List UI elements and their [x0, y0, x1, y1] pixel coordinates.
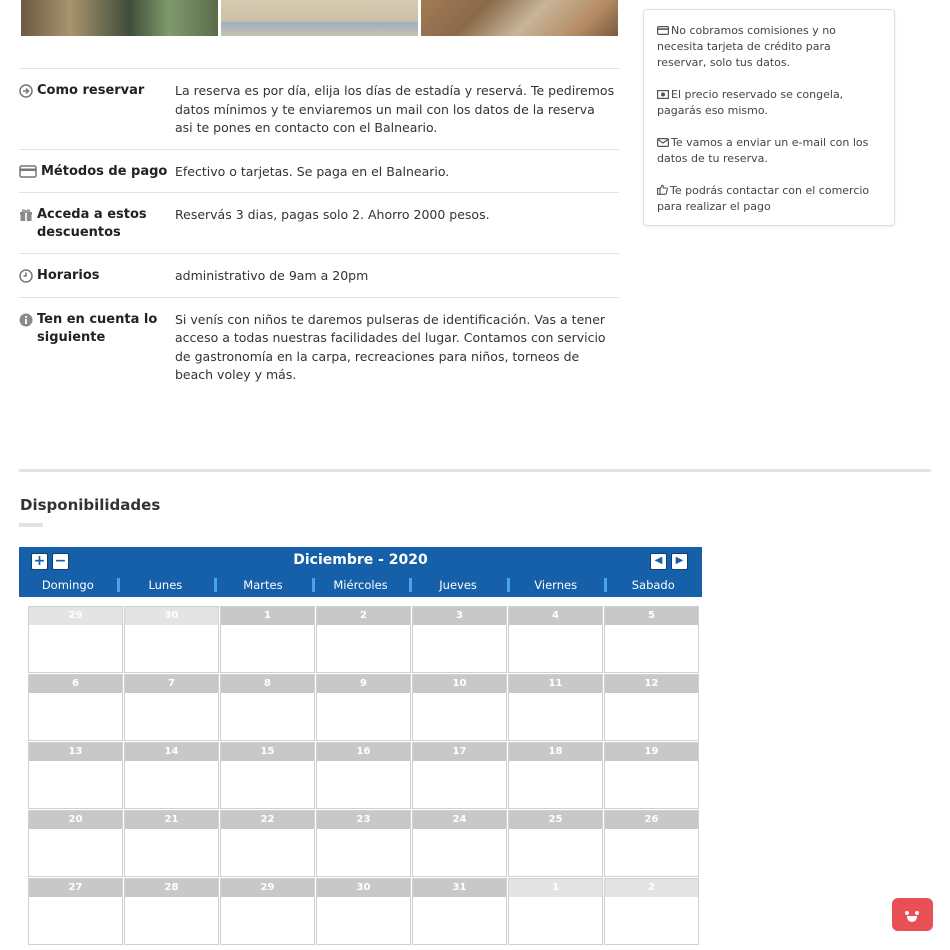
- credit-card-icon: [19, 165, 37, 179]
- calendar-day-number: 13: [29, 743, 122, 761]
- calendar-day-number: 25: [509, 811, 602, 829]
- calendar-day-cell[interactable]: [412, 606, 507, 673]
- weekday-label: Martes: [214, 577, 312, 594]
- calendar-day-cell[interactable]: [508, 878, 603, 945]
- calendar-day-number: 18: [509, 743, 602, 761]
- section-divider: [19, 469, 931, 472]
- gallery-photo[interactable]: [421, 0, 618, 36]
- calendar-day-cell[interactable]: [28, 674, 123, 741]
- calendar-day-cell[interactable]: [412, 742, 507, 809]
- info-value: administrativo de 9am a 20pm: [175, 268, 369, 283]
- info-table: [19, 68, 619, 396]
- chat-smile: [907, 916, 917, 922]
- benefit-item: No cobramos comisiones y no necesita tarjeta de crédito para reservar, solo tus datos.: [657, 24, 836, 69]
- chat-widget-button[interactable]: [892, 898, 933, 931]
- prev-month-button[interactable]: ◀: [650, 553, 667, 570]
- calendar-day-cell[interactable]: [604, 742, 699, 809]
- calendar-day-number: 27: [29, 879, 122, 897]
- zoom-out-button[interactable]: −: [52, 553, 69, 570]
- calendar-day-cell[interactable]: [28, 878, 123, 945]
- calendar-day-number: 24: [413, 811, 506, 829]
- calendar-day-cell[interactable]: [316, 810, 411, 877]
- weekday-header: [19, 577, 702, 594]
- calendar-header: [19, 547, 702, 597]
- photo-strip: [21, 0, 618, 36]
- info-value: Efectivo o tarjetas. Se paga en el Balneario.: [175, 163, 450, 179]
- calendar-day-number: 4: [509, 607, 602, 625]
- info-value: Si venís con niños te daremos pulseras de identificación. Vas a tener acceso a todas nuestras facilidades del lugar. Contamos con servicio de gastronomía en la carpa, recreaciones para niños, torneos de beach voley y más.: [175, 311, 606, 382]
- clock-icon: [19, 269, 33, 283]
- credit-card-icon: [657, 24, 671, 37]
- calendar-day-number: 12: [605, 675, 698, 693]
- info-label: Ten en cuenta lo siguiente: [37, 311, 158, 345]
- calendar-day-number: 2: [317, 607, 410, 625]
- calendar-day-number: 19: [605, 743, 698, 761]
- calendar-day-cell[interactable]: [220, 810, 315, 877]
- calendar-day-number: 15: [221, 743, 314, 761]
- gallery-photo[interactable]: [221, 0, 418, 36]
- thumbs-up-icon: [657, 184, 670, 197]
- calendar-month-title: Diciembre - 2020: [293, 552, 428, 568]
- calendar-day-cell[interactable]: [124, 878, 219, 945]
- info-value: Reservás 3 dias, pagas solo 2. Ahorro 2000 pesos.: [175, 207, 490, 222]
- calendar-day-cell[interactable]: [124, 810, 219, 877]
- calendar-day-cell[interactable]: [28, 606, 123, 673]
- calendar-day-number: 30: [125, 607, 218, 625]
- calendar-day-number: 29: [29, 607, 122, 625]
- calendar-day-number: 20: [29, 811, 122, 829]
- calendar-day-cell[interactable]: [508, 810, 603, 877]
- calendar-day-cell[interactable]: [508, 674, 603, 741]
- info-row-descuentos: [19, 193, 619, 254]
- calendar-day-number: 6: [29, 675, 122, 693]
- calendar-day-number: 2: [605, 879, 698, 897]
- zoom-in-button[interactable]: +: [31, 553, 48, 570]
- availability-calendar: [19, 547, 702, 945]
- calendar-day-cell[interactable]: [316, 878, 411, 945]
- calendar-day-number: 17: [413, 743, 506, 761]
- info-icon: [19, 313, 33, 327]
- calendar-day-cell[interactable]: [316, 674, 411, 741]
- calendar-day-number: 10: [413, 675, 506, 693]
- booking-benefits-box: [643, 9, 895, 226]
- calendar-day-number: 1: [509, 879, 602, 897]
- calendar-day-cell[interactable]: [412, 878, 507, 945]
- info-row-metodos-de-pago: [19, 150, 619, 194]
- calendar-day-number: 9: [317, 675, 410, 693]
- calendar-day-cell[interactable]: [220, 606, 315, 673]
- heading-underline: [19, 523, 43, 527]
- calendar-day-cell[interactable]: [508, 606, 603, 673]
- gift-icon: [19, 208, 33, 222]
- chat-eye: [915, 911, 919, 915]
- weekday-label: Domingo: [41, 578, 94, 592]
- benefit-item: El precio reservado se congela, pagarás eso mismo.: [657, 88, 844, 117]
- calendar-day-cell[interactable]: [412, 674, 507, 741]
- calendar-day-cell[interactable]: [604, 878, 699, 945]
- calendar-day-cell[interactable]: [220, 674, 315, 741]
- calendar-day-cell[interactable]: [28, 742, 123, 809]
- weekday-label: Lunes: [117, 577, 215, 594]
- calendar-day-cell[interactable]: [316, 742, 411, 809]
- info-label: Métodos de pago: [41, 163, 168, 179]
- next-month-button[interactable]: ▶: [671, 553, 688, 570]
- calendar-day-cell[interactable]: [604, 606, 699, 673]
- info-label: Horarios: [37, 268, 100, 283]
- weekday-label: Jueves: [409, 577, 507, 594]
- envelope-icon: [657, 136, 671, 149]
- calendar-day-number: 31: [413, 879, 506, 897]
- calendar-day-number: 22: [221, 811, 314, 829]
- info-row-ten-en-cuenta: [19, 298, 619, 396]
- calendar-day-number: 8: [221, 675, 314, 693]
- calendar-day-number: 1: [221, 607, 314, 625]
- calendar-day-number: 23: [317, 811, 410, 829]
- info-label: Como reservar: [37, 83, 145, 98]
- calendar-day-cell[interactable]: [124, 674, 219, 741]
- arrow-circle-icon: [19, 84, 33, 98]
- calendar-day-number: 28: [125, 879, 218, 897]
- calendar-day-cell[interactable]: [220, 742, 315, 809]
- info-row-horarios: [19, 254, 619, 298]
- calendar-day-number: 3: [413, 607, 506, 625]
- calendar-day-number: 21: [125, 811, 218, 829]
- calendar-day-number: 29: [221, 879, 314, 897]
- calendar-day-number: 16: [317, 743, 410, 761]
- calendar-day-number: 5: [605, 607, 698, 625]
- calendar-day-number: 14: [125, 743, 218, 761]
- calendar-day-number: 7: [125, 675, 218, 693]
- chat-eye: [905, 911, 909, 915]
- weekday-label: Viernes: [507, 577, 605, 594]
- calendar-day-cell[interactable]: [124, 606, 219, 673]
- weekday-label: Sabado: [604, 577, 702, 594]
- calendar-day-number: 11: [509, 675, 602, 693]
- calendar-day-cell[interactable]: [124, 742, 219, 809]
- info-label: Acceda a estos descuentos: [37, 207, 147, 240]
- info-value: La reserva es por día, elija los días de estadía y reservá. Te pediremos datos mínimos y te enviaremos un mail con los datos de la reserva asi te pones en contacto con el Balneario.: [175, 83, 615, 135]
- availability-heading: Disponibilidades: [20, 496, 161, 514]
- calendar-day-cell[interactable]: [220, 878, 315, 945]
- money-icon: [657, 88, 671, 101]
- calendar-day-cell[interactable]: [316, 606, 411, 673]
- calendar-day-cell[interactable]: [28, 810, 123, 877]
- calendar-day-cell[interactable]: [412, 810, 507, 877]
- info-row-como-reservar: [19, 69, 619, 150]
- benefit-item: Te podrás contactar con el comercio para realizar el pago: [657, 184, 870, 213]
- calendar-day-number: 30: [317, 879, 410, 897]
- calendar-day-cell[interactable]: [604, 810, 699, 877]
- benefit-item: Te vamos a enviar un e-mail con los datos de tu reserva.: [657, 136, 869, 165]
- weekday-label: Miércoles: [312, 577, 410, 594]
- calendar-day-cell[interactable]: [604, 674, 699, 741]
- gallery-photo[interactable]: [21, 0, 218, 36]
- calendar-day-cell[interactable]: [508, 742, 603, 809]
- calendar-day-number: 26: [605, 811, 698, 829]
- calendar-grid: [19, 606, 702, 945]
